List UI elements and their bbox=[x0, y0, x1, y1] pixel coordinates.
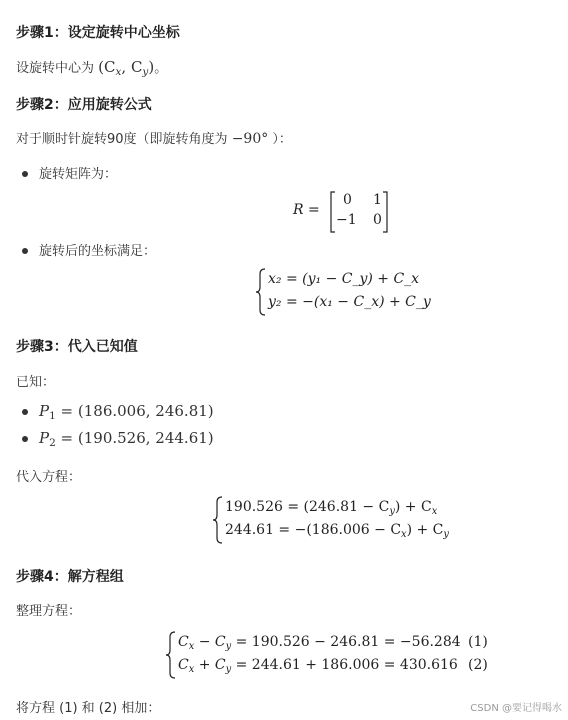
center-sub-x: x bbox=[115, 66, 122, 78]
bullet-rotation-matrix bbox=[22, 163, 117, 182]
step1-text-suffix: 。 bbox=[154, 61, 168, 76]
substitute-label: 代入方程： bbox=[16, 470, 82, 485]
organize-label: 整理方程： bbox=[16, 604, 82, 619]
matrix-cell-01: 1 bbox=[373, 192, 382, 208]
step2-intro-prefix: 对于顺时针旋转90度（即旋转角度为 bbox=[16, 132, 232, 147]
matrix-cell-10: −1 bbox=[336, 212, 357, 228]
bullet-dot bbox=[22, 171, 28, 177]
step2-intro bbox=[16, 128, 292, 147]
substituted-equations bbox=[213, 496, 453, 544]
organized-equations bbox=[166, 631, 496, 679]
rotation-eq-y: y₂ = −(x₁ − C_x) + C_y bbox=[268, 294, 431, 310]
center-open: (C bbox=[98, 58, 116, 76]
step1-text bbox=[16, 57, 167, 76]
organized-eq1: $C_x - C_y = 190.526 - 246.81 = -56.284$ bbox=[178, 634, 461, 652]
rotation-eq-x: x₂ = (y₁ − C_y) + C_x bbox=[268, 271, 420, 287]
step1-heading: 步骤1：设定旋转中心坐标 bbox=[16, 25, 180, 41]
sub-eq1-right: ) + C bbox=[394, 499, 432, 515]
p2-expr bbox=[39, 429, 214, 447]
bullet-p1 bbox=[22, 402, 214, 420]
add-equations-label: 将方程 (1) 和 (2) 相加： bbox=[16, 701, 161, 716]
known-label: 已知： bbox=[16, 375, 56, 390]
sub-eq2-left: 244.61 = −(186.006 − C bbox=[225, 522, 402, 538]
eq1-tag: (1) bbox=[468, 634, 488, 650]
step2-heading: 步骤2：应用旋转公式 bbox=[16, 97, 152, 113]
p1-expr bbox=[39, 402, 214, 420]
step2-intro-suffix: ）： bbox=[268, 132, 292, 147]
bullet-dot bbox=[22, 409, 28, 415]
matrix-label: R = bbox=[293, 202, 320, 218]
p2-value: = (190.526, 244.61) bbox=[55, 429, 214, 447]
substituted-eq2: $244.61 = -(186.006 - C_x) + C_y$ bbox=[225, 522, 449, 540]
left-brace bbox=[256, 268, 266, 316]
bullet-p2 bbox=[22, 429, 214, 447]
step3-heading: 步骤3：代入已知值 bbox=[16, 339, 138, 355]
step1-text-prefix: 设旋转中心为 bbox=[16, 61, 99, 76]
center-close: ) bbox=[148, 58, 155, 76]
rotation-equations bbox=[256, 268, 436, 316]
sub-eq1-left: 190.526 = (246.81 − C bbox=[225, 499, 390, 515]
matrix-cell-11: 0 bbox=[373, 212, 382, 228]
sub-eq2-right: ) + C bbox=[406, 522, 444, 538]
bullet2-label: 旋转后的坐标满足： bbox=[39, 244, 157, 259]
p2-label: P bbox=[39, 429, 50, 447]
rotation-center-expr bbox=[98, 58, 154, 76]
eq2-tag: (2) bbox=[468, 657, 488, 673]
bullet1-label: 旋转矩阵为： bbox=[39, 167, 118, 182]
center-mid: , C bbox=[121, 58, 143, 76]
p2-sub: 2 bbox=[49, 437, 56, 449]
csdn-watermark: CSDN @要记得喝水 bbox=[470, 703, 562, 714]
bullet-dot bbox=[22, 436, 28, 442]
left-brace bbox=[166, 631, 176, 679]
bullet-rotated-coords bbox=[22, 240, 156, 259]
left-brace bbox=[213, 496, 223, 544]
rotation-matrix-display bbox=[293, 190, 403, 234]
step4-heading: 步骤4：解方程组 bbox=[16, 569, 124, 585]
center-sub-y: y bbox=[142, 66, 149, 78]
bullet-dot bbox=[22, 248, 28, 254]
substituted-eq1: $190.526 = (246.81 - C_y) + C_x$ bbox=[225, 499, 438, 517]
org-eq1-text: = 190.526 − 246.81 = −56.284 bbox=[231, 634, 461, 650]
rotation-angle: −90° bbox=[231, 131, 269, 147]
p1-sub: 1 bbox=[49, 410, 56, 422]
p1-value: = (186.006, 246.81) bbox=[55, 402, 214, 420]
organized-eq2: $C_x + C_y = 244.61 + 186.006 = 430.616$ bbox=[178, 657, 458, 675]
org-eq2-text: = 244.61 + 186.006 = 430.616 bbox=[231, 657, 458, 673]
p1-label: P bbox=[39, 402, 50, 420]
matrix-cell-00: 0 bbox=[343, 192, 352, 208]
